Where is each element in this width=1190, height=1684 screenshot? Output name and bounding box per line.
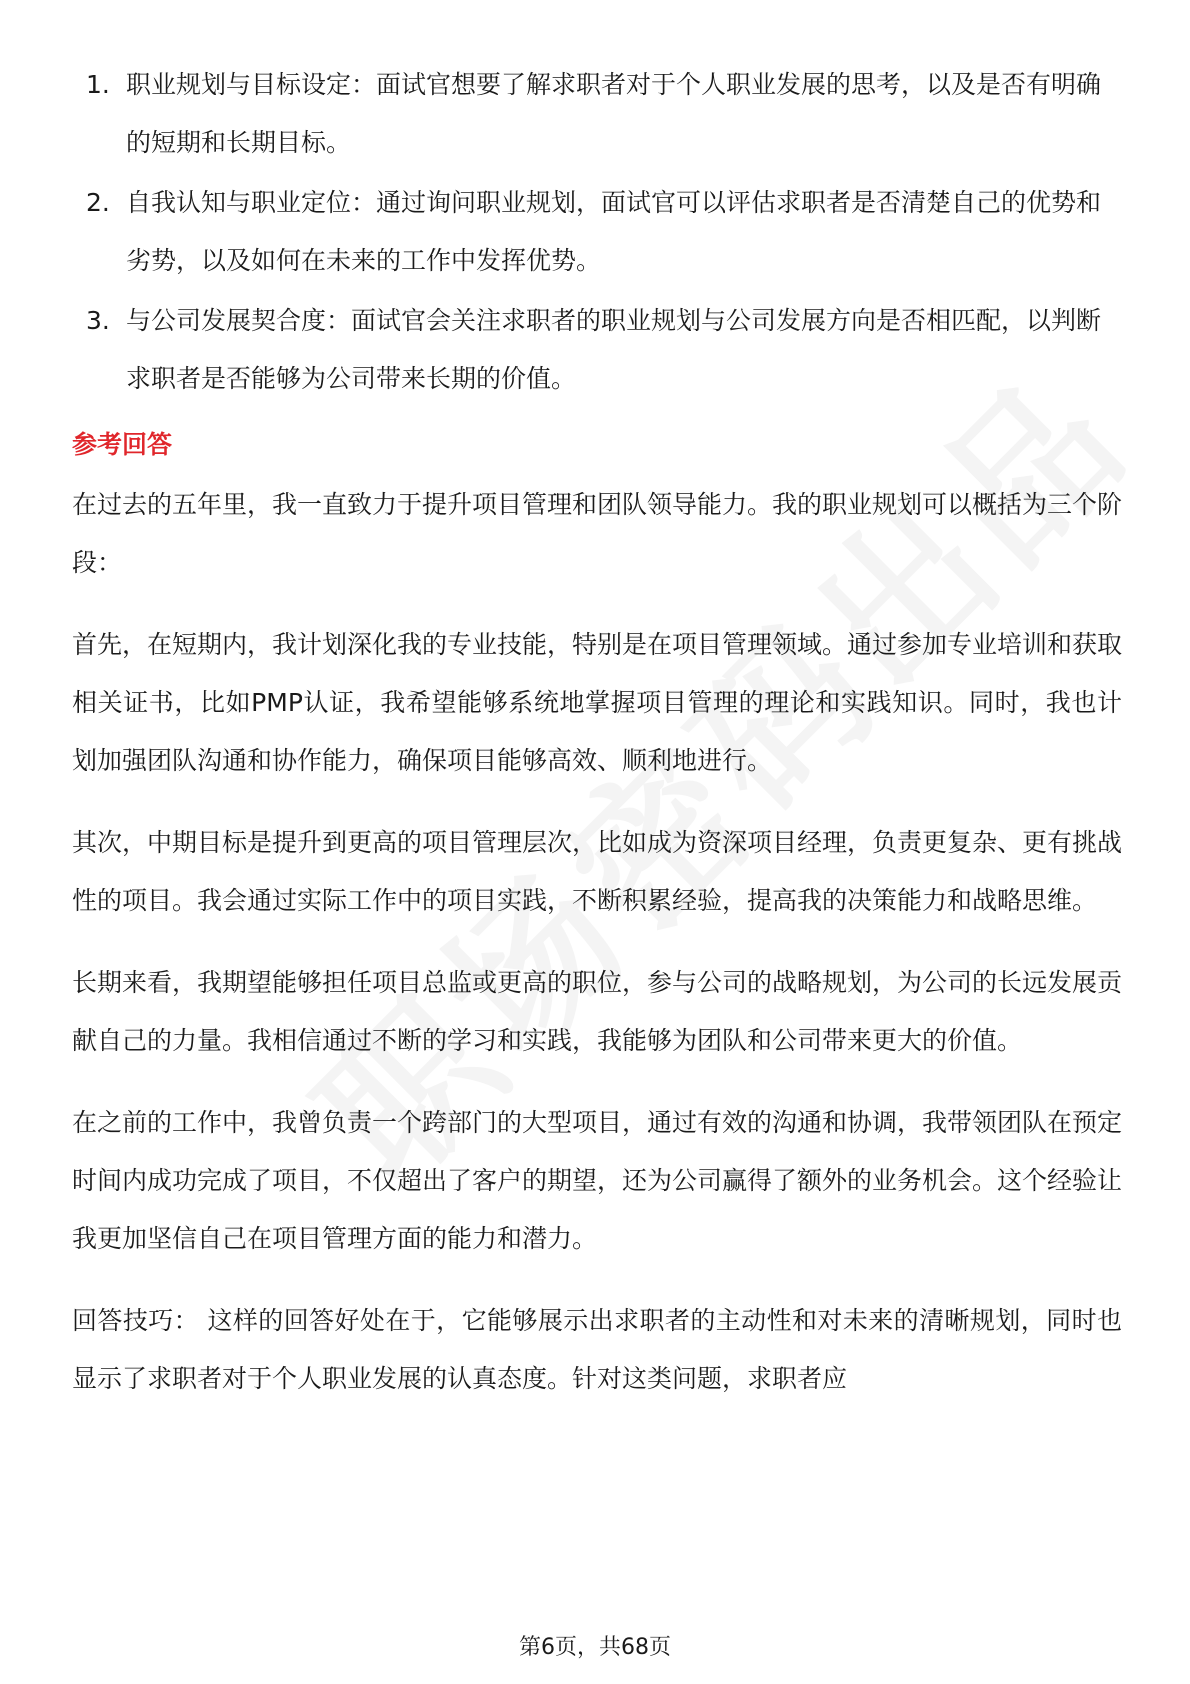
page-content bbox=[72, 56, 1122, 1408]
answer-paragraph: 在之前的工作中，我曾负责一个跨部门的大型项目，通过有效的沟通和协调，我带领团队在预定时间内成功完成了项目，不仅超出了客户的期望，还为公司赢得了额外的业务机会。这个经验让我更加坚信自己在项目管理方面的能力和潜力。 bbox=[72, 1108, 1123, 1253]
list-item-text: 与公司发展契合度：面试官会关注求职者的职业规划与公司发展方向是否相匹配，以判断求职者是否能够为公司带来长期的价值。 bbox=[126, 306, 1102, 393]
answer-paragraph: 首先，在短期内，我计划深化我的专业技能，特别是在项目管理领域。通过参加专业培训和获取相关证书，比如PMP认证，我希望能够系统地掌握项目管理的理论和实践知识。同时，我也计划加强团队沟通和协作能力，确保项目能够高效、顺利地进行。 bbox=[72, 630, 1123, 775]
paragraph-gap bbox=[72, 1070, 1122, 1094]
answer-paragraph: 在过去的五年里，我一直致力于提升项目管理和团队领导能力。我的职业规划可以概括为三个阶段： bbox=[72, 490, 1123, 577]
answer-paragraph: 其次，中期目标是提升到更高的项目管理层次，比如成为资深项目经理，负责更复杂、更有挑战性的项目。我会通过实际工作中的项目实践，不断积累经验，提高我的决策能力和战略思维。 bbox=[72, 828, 1123, 915]
page-number-footer: 第6页，共68页 bbox=[519, 1635, 671, 1660]
list-item-number: 3. bbox=[86, 306, 110, 335]
list-item bbox=[72, 56, 1122, 172]
paragraph-gap bbox=[72, 930, 1122, 954]
interview-points-list bbox=[72, 56, 1122, 408]
paragraph-gap bbox=[72, 790, 1122, 814]
list-item bbox=[72, 174, 1122, 290]
list-item-number: 1. bbox=[86, 70, 110, 99]
section-title-reference-answer: 参考回答 bbox=[72, 430, 173, 459]
list-item-text: 职业规划与目标设定：面试官想要了解求职者对于个人职业发展的思考，以及是否有明确的短期和长期目标。 bbox=[126, 70, 1102, 157]
paragraph-gap bbox=[72, 1268, 1122, 1292]
paragraph-gap bbox=[72, 592, 1122, 616]
list-item-number: 2. bbox=[86, 188, 110, 217]
list-item-text: 自我认知与职业定位：通过询问职业规划，面试官可以评估求职者是否清楚自己的优势和劣势，以及如何在未来的工作中发挥优势。 bbox=[126, 188, 1102, 275]
list-item bbox=[72, 292, 1122, 408]
answer-paragraph: 长期来看，我期望能够担任项目总监或更高的职位，参与公司的战略规划，为公司的长远发展贡献自己的力量。我相信通过不断的学习和实践，我能够为团队和公司带来更大的价值。 bbox=[72, 968, 1123, 1055]
answer-tip-paragraph: 回答技巧： 这样的回答好处在于，它能够展示出求职者的主动性和对未来的清晰规划，同时也显示了求职者对于个人职业发展的认真态度。针对这类问题，求职者应 bbox=[72, 1306, 1122, 1393]
